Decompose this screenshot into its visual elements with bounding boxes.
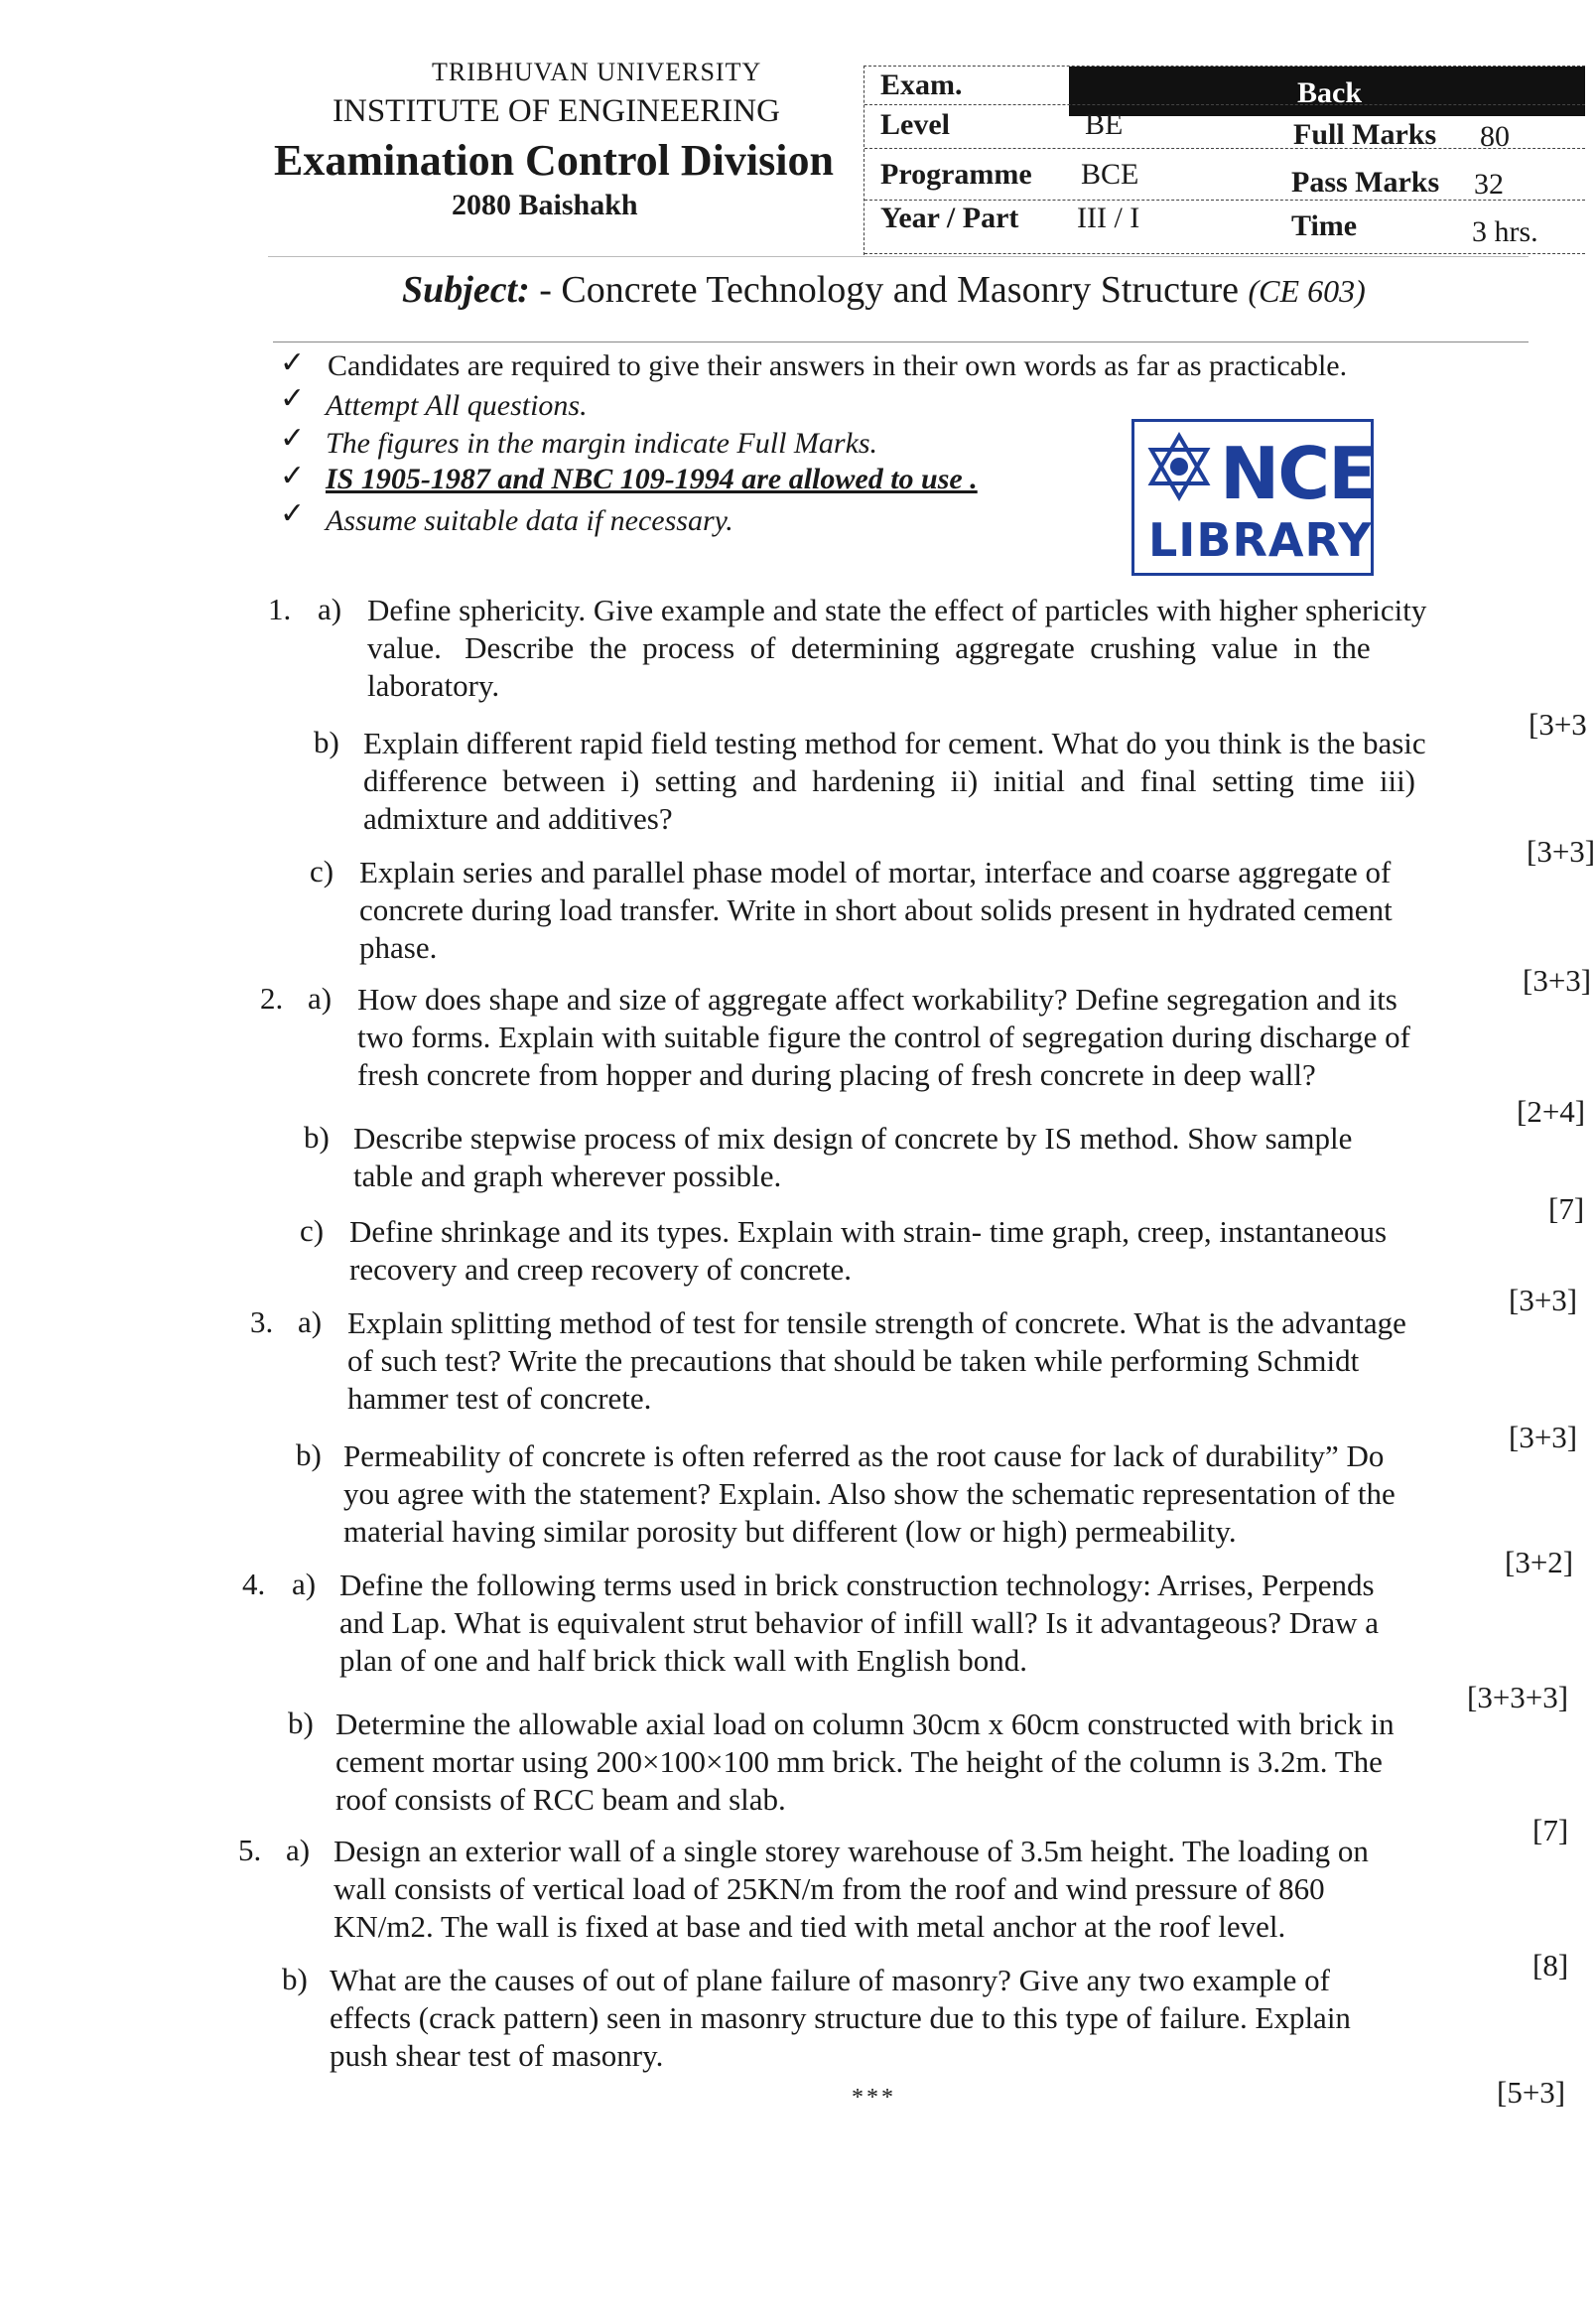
university-name: TRIBHUVAN UNIVERSITY — [432, 58, 762, 86]
question-marks: [3+3+3] — [1467, 1680, 1569, 1714]
subject-code: (CE 603) — [1248, 273, 1366, 309]
pass-marks-value: 32 — [1474, 168, 1504, 201]
question-part-label: b) — [282, 1962, 308, 1996]
question-marks: [8] — [1532, 1948, 1569, 1982]
question-marks: [3+3] — [1523, 963, 1592, 998]
year-row — [864, 200, 1585, 254]
exam-value: Back — [1297, 76, 1363, 109]
instruction-item: The figures in the margin indicate Full Marks. — [326, 427, 878, 460]
question-part-label: b) — [304, 1120, 330, 1155]
exam-session: 2080 Baishakh — [452, 189, 638, 221]
question-text-line: KN/m2. The wall is fixed at base and tied with metal anchor at the roof level. — [333, 1909, 1286, 1944]
full-marks-label: Full Marks — [1293, 118, 1437, 151]
question-part-label: a) — [298, 1304, 323, 1339]
level-label: Level — [880, 108, 950, 141]
question-marks: [3+3] — [1509, 1420, 1578, 1454]
check-icon: ✓ — [280, 460, 306, 492]
exam-row — [864, 67, 1585, 109]
question-text-line: Design an exterior wall of a single storey warehouse of 3.5m height. The loading on — [333, 1834, 1369, 1868]
question-text — [353, 1120, 1352, 1195]
question-number: 1. — [268, 592, 292, 626]
question-text — [347, 1304, 1406, 1418]
time-label: Time — [1291, 209, 1358, 242]
question-text-line: material having similar porosity but different (low or high) permeability. — [343, 1514, 1237, 1549]
year-part-label: Year / Part — [880, 202, 1019, 234]
question-marks: [5+3] — [1497, 2075, 1566, 2110]
subject-underline — [273, 341, 1529, 342]
programme-label: Programme — [880, 158, 1032, 191]
question-text-line: effects (crack pattern) seen in masonry structure due to this type of failure. Explain — [330, 2000, 1351, 2035]
exam-label: Exam. — [880, 68, 963, 101]
question-marks: [7] — [1532, 1813, 1569, 1847]
question-part-label: b) — [314, 725, 339, 759]
question-marks: [3+2] — [1505, 1545, 1574, 1579]
check-icon: ✓ — [280, 346, 306, 379]
year-part-value: III / I — [1077, 202, 1140, 234]
subject-title: - Concrete Technology and Masonry Structure — [539, 269, 1240, 311]
question-text-line: wall consists of vertical load of 25KN/m from the roof and wind pressure of 860 — [333, 1871, 1325, 1906]
question-part-label: a) — [308, 981, 332, 1016]
question-part-label: a) — [318, 592, 342, 626]
level-row — [864, 104, 1585, 153]
stamp-library-text: LIBRARY — [1148, 513, 1373, 567]
programme-row — [864, 148, 1585, 201]
question-number: 4. — [242, 1567, 266, 1601]
end-marker: *** — [852, 2085, 896, 2111]
question-part-label: b) — [288, 1706, 314, 1740]
subject-top-rule — [268, 256, 1529, 257]
question-text-line: of such test? Write the precautions that should be taken while performing Schmidt — [347, 1343, 1360, 1378]
division-name: Examination Control Division — [274, 136, 834, 185]
question-number: 2. — [260, 981, 284, 1016]
question-marks: [3+3] — [1509, 1283, 1578, 1317]
question-marks: [3+3 — [1529, 707, 1587, 742]
question-text-line: value. Describe the process of determining aggregate crushing value in the — [367, 630, 1371, 665]
time-value: 3 hrs. — [1472, 215, 1538, 248]
full-marks-value: 80 — [1480, 120, 1510, 153]
question-text-line: Explain different rapid field testing method for cement. What do you think is the basic — [363, 726, 1426, 760]
question-text-line: two forms. Explain with suitable figure the control of segregation during discharge of — [357, 1020, 1410, 1054]
question-text — [333, 1833, 1369, 1946]
instruction-item: Assume suitable data if necessary. — [326, 504, 733, 537]
question-part-label: c) — [310, 854, 334, 888]
question-text-line: laboratory. — [367, 668, 500, 703]
question-text-line: concrete during load transfer. Write in short about solids present in hydrated cement — [359, 892, 1393, 927]
library-stamp — [1131, 419, 1374, 576]
question-text-line: difference between i) setting and hardening ii) initial and final setting time iii) — [363, 763, 1416, 798]
question-text — [359, 854, 1393, 967]
question-number: 3. — [250, 1304, 274, 1339]
star-emblem-icon — [1144, 432, 1214, 501]
question-text-line: Describe stepwise process of mix design of concrete by IS method. Show sample — [353, 1121, 1353, 1156]
question-text-line: Define shrinkage and its types. Explain with strain- time graph, creep, instantaneous — [349, 1214, 1388, 1249]
question-text-line: phase. — [359, 930, 438, 965]
question-number: 5. — [238, 1833, 262, 1867]
question-text-line: Explain series and parallel phase model of mortar, interface and coarse aggregate of — [359, 855, 1392, 889]
exam-info-table — [864, 66, 1585, 255]
question-marks: [3+3] — [1527, 834, 1596, 869]
question-part-label: a) — [292, 1567, 317, 1601]
question-text-line: How does shape and size of aggregate affect workability? Define segregation and its — [357, 982, 1397, 1017]
question-text-line: cement mortar using 200×100×100 mm brick. The height of the column is 3.2m. The — [335, 1744, 1383, 1779]
question-marks: [7] — [1548, 1191, 1585, 1226]
programme-value: BCE — [1081, 158, 1139, 191]
question-text — [335, 1706, 1395, 1819]
question-text — [339, 1567, 1379, 1680]
question-part-label: b) — [296, 1437, 322, 1472]
question-text-line: fresh concrete from hopper and during placing of fresh concrete in deep wall? — [357, 1057, 1316, 1092]
stamp-nce-text: NCE — [1220, 432, 1376, 515]
question-text-line: table and graph wherever possible. — [353, 1159, 782, 1193]
institute-name: INSTITUTE OF ENGINEERING — [332, 93, 780, 129]
subject-line — [402, 268, 1366, 312]
question-text-line: you agree with the statement? Explain. Also show the schematic representation of the — [343, 1476, 1396, 1511]
question-part-label: c) — [300, 1213, 325, 1248]
question-text-line: What are the causes of out of plane failure of masonry? Give any two example of — [330, 1963, 1330, 1997]
question-text-line: Determine the allowable axial load on column 30cm x 60cm constructed with brick in — [335, 1707, 1395, 1741]
question-text-line: hammer test of concrete. — [347, 1381, 652, 1416]
question-part-label: a) — [286, 1833, 311, 1867]
question-text-line: admixture and additives? — [363, 801, 673, 836]
question-text-line: and Lap. What is equivalent strut behavior of infill wall? Is it advantageous? Draw a — [339, 1605, 1380, 1640]
check-icon: ✓ — [280, 382, 306, 415]
level-value: BE — [1085, 108, 1124, 141]
instruction-item: Candidates are required to give their answers in their own words as far as practicable. — [328, 349, 1348, 382]
check-icon: ✓ — [280, 497, 306, 530]
question-text-line: recovery and creep recovery of concrete. — [349, 1252, 853, 1287]
question-text — [363, 725, 1426, 838]
subject-label: Subject: — [402, 269, 530, 311]
question-text-line: Explain splitting method of test for tensile strength of concrete. What is the advantage — [347, 1305, 1406, 1340]
question-text-line: Define sphericity. Give example and state the effect of particles with higher sphericity — [367, 593, 1427, 627]
instruction-item: IS 1905-1987 and NBC 109-1994 are allowed to use . — [326, 463, 978, 495]
question-text-line: roof consists of RCC beam and slab. — [335, 1782, 786, 1817]
check-icon: ✓ — [280, 422, 306, 455]
question-marks: [2+4] — [1517, 1094, 1586, 1129]
instruction-item: Attempt All questions. — [326, 389, 588, 422]
question-text — [357, 981, 1410, 1094]
pass-marks-label: Pass Marks — [1291, 166, 1440, 199]
question-text-line: plan of one and half brick thick wall with English bond. — [339, 1643, 1028, 1678]
question-text-line: Permeability of concrete is often referred as the root cause for lack of durability” Do — [343, 1438, 1385, 1473]
question-text-line: Define the following terms used in brick construction technology: Arrises, Perpends — [339, 1568, 1375, 1602]
question-text-line: push shear test of masonry. — [330, 2038, 664, 2073]
question-text — [367, 592, 1426, 705]
question-text — [330, 1962, 1351, 2075]
question-text — [343, 1437, 1396, 1551]
question-text — [349, 1213, 1387, 1289]
